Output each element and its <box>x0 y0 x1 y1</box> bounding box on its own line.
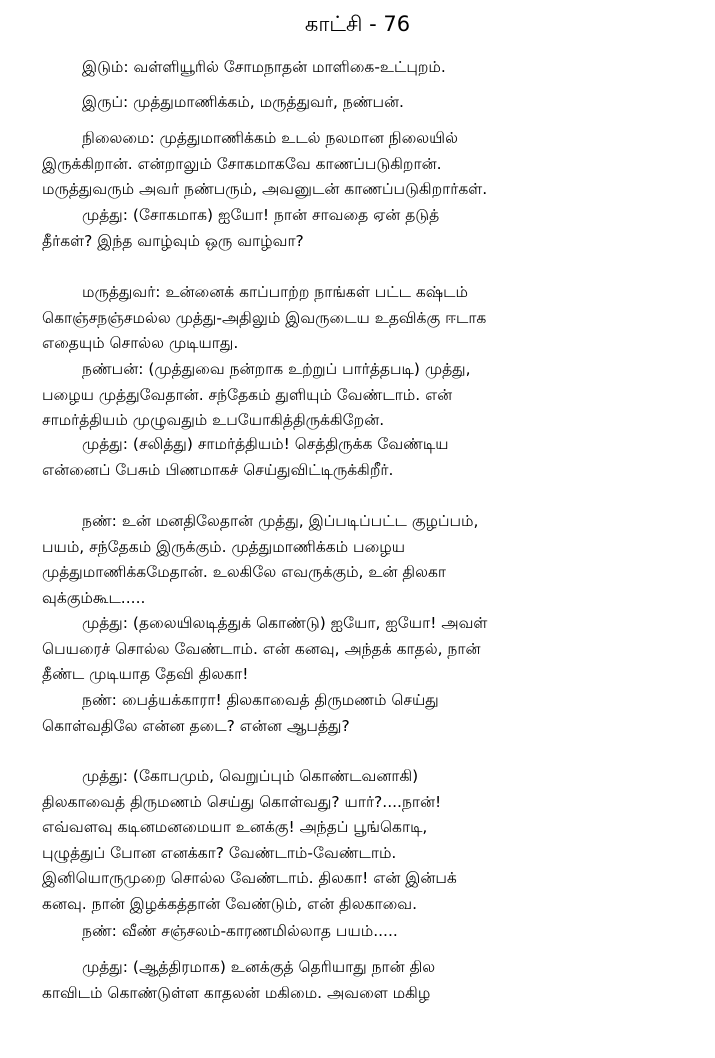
dialogue-friend-1 <box>42 357 662 434</box>
dialogue-muthu-1 <box>42 203 662 254</box>
text-line: எவ்வளவு கடினமனமையா உனக்கு! அந்தப் பூங்கொடி, <box>42 818 428 836</box>
text-line: மருத்துவரும் அவர் நண்பரும், அவனுடன் காணப்படுகிறார்கள். <box>42 180 488 198</box>
dialogue-muthu-4 <box>42 764 662 917</box>
text-line: திலகாவைத் திருமணம் செய்து கொள்வது? யார்?....நான்! <box>42 792 442 811</box>
text-line: முத்து: (சோகமாக) ஐயோ! நான் சாவதை ஏன் தடுத் <box>82 206 440 224</box>
text-line: புழுத்துப் போன எனக்கா? வேண்டாம்-வேண்டாம். <box>42 843 397 862</box>
text-line: நிலைமை: முத்துமாணிக்கம் உடல் நலமான நிலையில் <box>82 129 458 147</box>
dialogue-friend-4 <box>42 919 662 945</box>
dialogue-doctor-1 <box>42 280 662 357</box>
text-line: நண்: உன் மனதிலேதான் முத்து, இப்படிப்பட்ட குழப்பம், <box>82 512 479 530</box>
text-line: தீர்கள்? இந்த வாழ்வும் ஒரு வாழ்வா? <box>42 231 304 250</box>
dialogue-muthu-2 <box>42 432 662 483</box>
dialogue-muthu-3 <box>42 611 662 688</box>
text-line: என்னைப் பேசும் பிணமாகச் செய்துவிட்டிருக்கிறீர். <box>42 460 394 479</box>
text-line: இடும்: வள்ளியூரில் சோமநாதன் மாளிகை-உட்புறம். <box>82 58 446 76</box>
text-line: சாமர்த்தியம் முழுவதும் உபயோகித்திருக்கிறேன். <box>42 411 385 429</box>
text-line: நண்: பைத்யக்காரா! திலகாவைத் திருமணம் செய்து <box>82 691 439 709</box>
text-line: இனியொருமுறை சொல்ல வேண்டாம். திலகா! என் இன்பக் <box>42 869 457 887</box>
text-line: கனவு. நான் இழக்கத்தான் வேண்டும், என் திலகாவை. <box>42 894 418 913</box>
text-line: கொஞ்சநஞ்சமல்ல முத்து-அதிலும் இவருடைய உதவிக்கு ஈடாக <box>42 308 487 327</box>
text-line: இருக்கிறான். என்றாலும் சோகமாகவே காணப்படுகிறான். <box>42 154 442 173</box>
dialogue-friend-3 <box>42 688 662 739</box>
text-line: நண்பன்: (முத்துவை நன்றாக உற்றுப் பார்த்தபடி) முத்து, <box>82 360 471 378</box>
dialogue-muthu-5 <box>42 955 662 1006</box>
text-line: முத்து: (ஆத்திரமாக) உனக்குத் தெரியாது நான் தில <box>82 958 436 976</box>
scene-title: காட்சி - 76 <box>304 12 411 36</box>
text-line: பழைய முத்துவேதான். சந்தேகம் துளியும் வேண்டாம். என் <box>42 385 453 404</box>
text-line: நண்: வீண் சஞ்சலம்-காரணமில்லாத பயம்..... <box>82 922 398 940</box>
characters-line <box>42 90 662 116</box>
dialogue-friend-2 <box>42 509 662 611</box>
text-line: தீண்ட முடியாத தேவி திலகா! <box>42 665 249 683</box>
text-line: எதையும் சொல்ல முடியாது. <box>42 334 239 352</box>
text-line: முத்து: (கோபமும், வெறுப்பும் கொண்டவனாகி) <box>82 767 419 785</box>
text-line: இருப்: முத்துமாணிக்கம், மருத்துவர், நண்பன். <box>82 93 404 111</box>
text-line: வுக்கும்கூட..... <box>42 588 146 607</box>
text-line: கொள்வதிலே என்ன தடை? என்ன ஆபத்து? <box>42 716 350 735</box>
situation-paragraph <box>42 126 662 203</box>
text-line: காவிடம் கொண்டுள்ள காதலன் மகிமை. அவளை மகிழ <box>42 983 431 1002</box>
text-line: மருத்துவர்: உன்னைக் காப்பாற்ற நாங்கள் பட்ட கஷ்டம் <box>82 283 468 301</box>
text-line: முத்துமாணிக்கமேதான். உலகிலே எவருக்கும், உன் திலகா <box>42 563 446 581</box>
text-line: பயம், சந்தேகம் இருக்கும். முத்துமாணிக்கம் பழைய <box>42 537 406 556</box>
text-line: முத்து: (சலித்து) சாமர்த்தியம்! செத்திருக்க வேண்டிய <box>82 435 449 453</box>
text-line: பெயரைச் சொல்ல வேண்டாம். என் கனவு, அந்தக் காதல், நான் <box>42 639 481 658</box>
text-line: முத்து: (தலையிலடித்துக் கொண்டு) ஐயோ, ஐயோ! அவள் <box>82 614 488 632</box>
setting-line <box>42 55 662 81</box>
